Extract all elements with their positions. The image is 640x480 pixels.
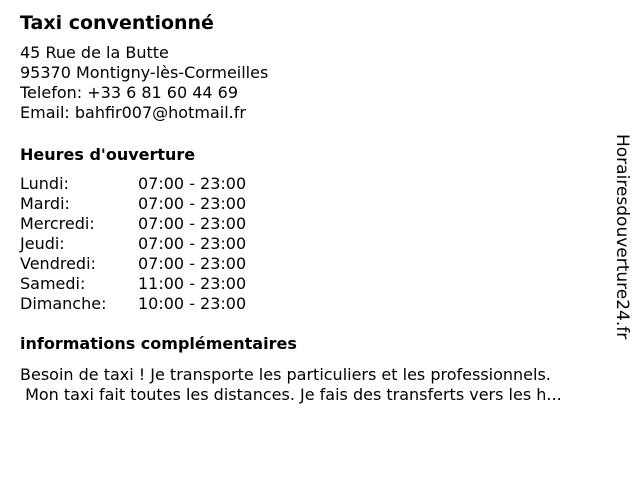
hours-day: Jeudi: xyxy=(20,234,65,253)
hours-time: 07:00 - 23:00 xyxy=(138,194,247,213)
hours-row-thursday xyxy=(20,234,246,254)
hours-day: Samedi: xyxy=(20,274,86,293)
hours-time: 07:00 - 23:00 xyxy=(138,214,247,233)
contact-block xyxy=(20,43,268,123)
hours-row-monday xyxy=(20,174,246,194)
hours-time: 10:00 - 23:00 xyxy=(138,294,247,313)
opening-hours-heading: Heures d'ouverture xyxy=(20,145,196,164)
opening-hours-list xyxy=(20,174,246,314)
hours-day: Mercredi: xyxy=(20,214,95,233)
address-street: 45 Rue de la Butte xyxy=(20,43,169,62)
hours-row-wednesday xyxy=(20,214,246,234)
hours-row-saturday xyxy=(20,274,246,294)
hours-row-friday xyxy=(20,254,246,274)
phone-number: Telefon: +33 6 81 60 44 69 xyxy=(20,83,239,102)
hours-time: 07:00 - 23:00 xyxy=(138,174,247,193)
address-city: 95370 Montigny-lès-Cormeilles xyxy=(20,63,269,82)
hours-day: Lundi: xyxy=(20,174,69,193)
info-line: Besoin de taxi ! Je transporte les particuliers et les professionnels. xyxy=(20,365,551,384)
additional-info-text xyxy=(20,365,620,405)
hours-day: Mardi: xyxy=(20,194,70,213)
hours-time: 11:00 - 23:00 xyxy=(138,274,247,293)
business-title: Taxi conventionné xyxy=(20,12,214,34)
info-line: Mon taxi fait toutes les distances. Je fais des transferts vers les h... xyxy=(20,385,562,404)
hours-time: 07:00 - 23:00 xyxy=(138,234,247,253)
hours-row-tuesday xyxy=(20,194,246,214)
additional-info-heading: informations complémentaires xyxy=(20,334,297,353)
hours-day: Vendredi: xyxy=(20,254,96,273)
hours-day: Dimanche: xyxy=(20,294,107,313)
hours-time: 07:00 - 23:00 xyxy=(138,254,247,273)
email-address: Email: bahfir007@hotmail.fr xyxy=(20,103,246,122)
hours-row-sunday xyxy=(20,294,246,314)
site-watermark: Horairesdouverture24.fr xyxy=(612,134,632,340)
